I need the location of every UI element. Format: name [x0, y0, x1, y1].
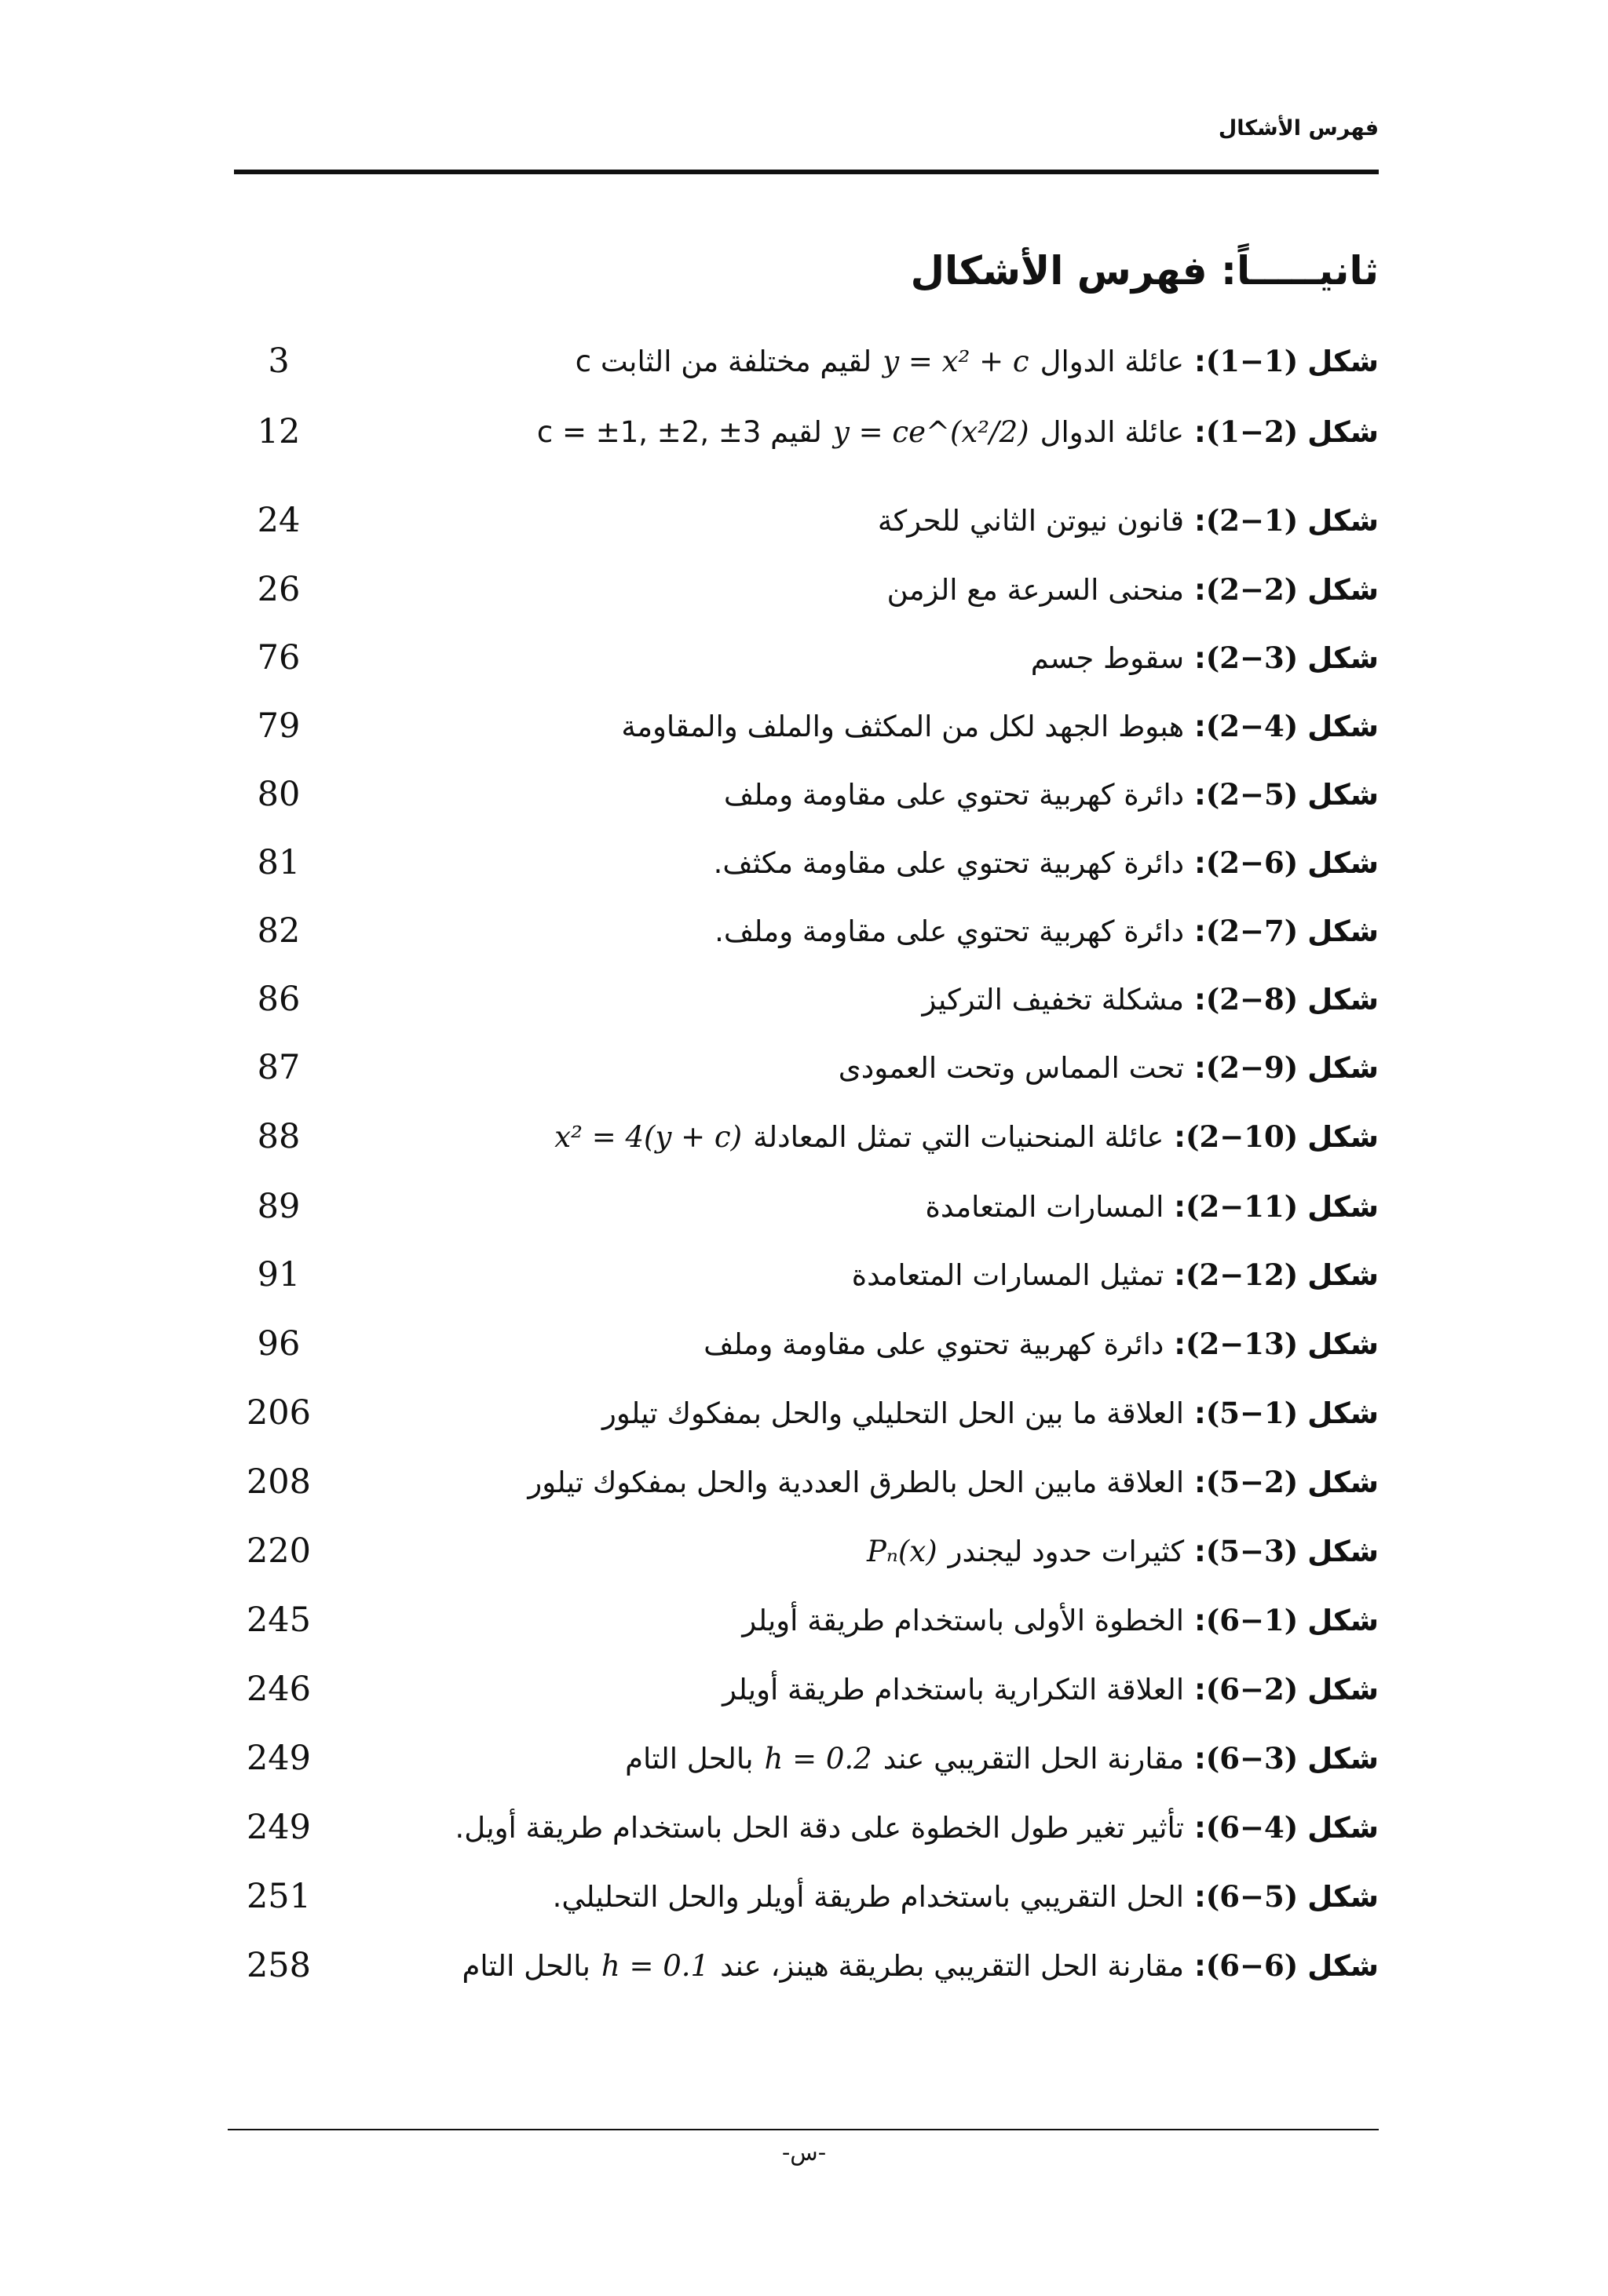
- entry-text: [621, 703, 1379, 750]
- toc-entry: [0, 771, 1608, 834]
- figure-number: (6−5): [1205, 1879, 1299, 1914]
- figure-number: (2−13): [1186, 1327, 1299, 1361]
- figure-caption: هبوط الجهد لكل من المكثف والملف والمقاومة: [621, 710, 1185, 743]
- page-reference: 88: [257, 1117, 301, 1156]
- caption-formula: h = 0.2: [764, 1742, 872, 1776]
- figure-number: (6−3): [1205, 1741, 1299, 1776]
- figure-number: (2−12): [1186, 1258, 1299, 1292]
- separator: :: [1184, 710, 1206, 743]
- separator: :: [1184, 641, 1206, 675]
- caption-formula: y = x² + c: [883, 345, 1029, 378]
- separator: :: [1184, 983, 1206, 1017]
- figure-label: شكل: [1307, 1535, 1379, 1568]
- figure-number: (6−2): [1205, 1672, 1299, 1706]
- entry-text: [462, 1942, 1379, 1990]
- page-reference: 12: [257, 412, 301, 451]
- figure-caption: الخطوة الأولى باستخدام طريقة أويلر: [742, 1604, 1185, 1637]
- page-number: -س-: [781, 2139, 827, 2166]
- header-rule: [234, 170, 1379, 174]
- toc-entry: [0, 1666, 1608, 1728]
- figure-number: (5−2): [1205, 1465, 1299, 1499]
- page-reference: 89: [257, 1187, 301, 1226]
- toc-entry: [0, 839, 1608, 902]
- entry-text: [887, 566, 1379, 614]
- separator: :: [1184, 504, 1206, 538]
- caption-formula: Pₙ(x): [867, 1535, 937, 1568]
- toc-entry: [0, 408, 1608, 471]
- figure-label: شكل: [1307, 1396, 1379, 1430]
- figure-caption: المسارات المتعامدة: [925, 1190, 1164, 1224]
- entry-text: [926, 1183, 1379, 1231]
- figure-number: (2−8): [1205, 982, 1299, 1017]
- entry-text: [878, 497, 1379, 545]
- toc-entry: [0, 1458, 1608, 1521]
- toc-entry: [0, 907, 1608, 970]
- entry-text: [704, 1320, 1379, 1368]
- caption-continuation: لقيم c = ±1, ±2, ±3: [536, 415, 822, 449]
- figure-number: (6−6): [1205, 1948, 1299, 1983]
- separator: :: [1184, 1396, 1206, 1430]
- separator: :: [1184, 778, 1206, 812]
- page-reference: 245: [246, 1601, 312, 1640]
- entry-text: [722, 1666, 1379, 1714]
- separator: :: [1184, 914, 1206, 948]
- figure-number: (2−2): [1205, 572, 1299, 607]
- figure-label: شكل: [1307, 1258, 1379, 1292]
- figure-caption: مشكلة تخفيف التركيز: [922, 983, 1185, 1017]
- figure-label: شكل: [1307, 1811, 1379, 1845]
- entry-text: [724, 771, 1379, 819]
- separator: :: [1184, 1604, 1206, 1637]
- figure-caption: قانون نيوتن الثاني للحركة: [877, 504, 1185, 538]
- entry-text: [839, 1044, 1379, 1092]
- entry-text: [543, 1113, 1379, 1161]
- entry-text: [714, 839, 1379, 887]
- figure-number: (2−6): [1205, 845, 1299, 880]
- page-reference: 96: [257, 1324, 301, 1363]
- figure-number: (2−1): [1205, 503, 1299, 538]
- page-reference: 82: [257, 911, 301, 951]
- figure-label: شكل: [1307, 1673, 1379, 1706]
- figure-caption: مقارنة الحل التقريبي بطريقة هينز، عند: [720, 1949, 1185, 1983]
- figure-label: شكل: [1307, 710, 1379, 743]
- toc-entry: [0, 338, 1608, 400]
- separator: :: [1184, 1673, 1206, 1706]
- figure-label: شكل: [1307, 778, 1379, 812]
- figure-number: (2−4): [1205, 709, 1299, 743]
- separator: :: [1184, 345, 1206, 378]
- figure-caption: تأثير تغير طول الخطوة على دقة الحل باستخدام طريقة أويل.: [455, 1811, 1185, 1845]
- page-reference: 220: [246, 1531, 312, 1571]
- figure-label: شكل: [1307, 1880, 1379, 1914]
- figure-caption: عائلة الدوال: [1040, 415, 1185, 449]
- entry-text: [923, 976, 1379, 1024]
- figure-label: شكل: [1307, 573, 1379, 607]
- entry-text: [528, 1458, 1379, 1506]
- entry-text: [576, 338, 1379, 385]
- figure-number: (6−4): [1205, 1810, 1299, 1845]
- toc-entry: [0, 566, 1608, 629]
- page-reference: 86: [257, 980, 301, 1019]
- separator: :: [1164, 1120, 1186, 1154]
- separator: :: [1184, 1949, 1206, 1983]
- footer-rule: [228, 2129, 1379, 2130]
- toc-entry: [0, 634, 1608, 697]
- page-reference: 246: [246, 1670, 312, 1709]
- figure-caption: عائلة المنحنيات التي تمثل المعادلة: [753, 1120, 1164, 1154]
- page-reference: 24: [257, 501, 301, 540]
- toc-entry: [0, 1804, 1608, 1867]
- figure-caption: العلاقة التكرارية باستخدام طريقة أويلر: [722, 1673, 1185, 1706]
- page-reference: 3: [268, 341, 290, 381]
- caption-continuation: بالحل التام: [462, 1949, 590, 1983]
- toc-entry: [0, 703, 1608, 765]
- entry-text: [852, 1251, 1379, 1299]
- caption-formula: h = 0.1: [601, 1949, 710, 1983]
- page-reference: 251: [246, 1877, 312, 1916]
- toc-entry: [0, 1113, 1608, 1176]
- page-reference: 81: [257, 843, 301, 882]
- toc-entry: [0, 1873, 1608, 1936]
- separator: :: [1164, 1327, 1186, 1361]
- figure-label: شكل: [1307, 1742, 1379, 1776]
- toc-entry: [0, 1320, 1608, 1383]
- figure-caption: العلاقة مابين الحل بالطرق العددية والحل بمفكوك تيلور: [528, 1466, 1185, 1499]
- figure-label: شكل: [1307, 1604, 1379, 1637]
- page-reference: 79: [257, 706, 301, 746]
- figure-caption: العلاقة ما بين الحل التحليلي والحل بمفكوك تيلور: [602, 1396, 1185, 1430]
- figure-caption: عائلة الدوال: [1040, 345, 1185, 378]
- toc-entry: [0, 1044, 1608, 1107]
- page-reference: 208: [246, 1462, 312, 1502]
- separator: :: [1184, 846, 1206, 880]
- entry-text: [625, 1735, 1379, 1783]
- figure-caption: دائرة كهربية تحتوي على مقاومة وملف: [723, 778, 1185, 812]
- figure-number: (2−9): [1205, 1050, 1299, 1085]
- figure-label: شكل: [1307, 415, 1379, 449]
- figure-caption: سقوط جسم: [1030, 641, 1185, 675]
- caption-formula: y = ce^(x²/2): [832, 415, 1029, 449]
- figure-label: شكل: [1307, 914, 1379, 948]
- toc-entry: [0, 976, 1608, 1038]
- caption-formula: x² = 4(y + c): [554, 1120, 743, 1154]
- separator: :: [1184, 1466, 1206, 1499]
- figure-number: (1−1): [1205, 344, 1299, 378]
- figure-number: (1−2): [1205, 414, 1299, 449]
- figure-number: (2−10): [1186, 1119, 1299, 1154]
- figure-number: (5−3): [1205, 1534, 1299, 1568]
- figure-caption: دائرة كهربية تحتوي على مقاومة مكثف.: [713, 846, 1185, 880]
- page-reference: 26: [257, 570, 301, 609]
- entry-text: [714, 907, 1379, 955]
- toc-entry: [0, 1735, 1608, 1798]
- figure-caption: كثيرات حدود ليجندر: [948, 1535, 1185, 1568]
- separator: :: [1184, 415, 1206, 449]
- figure-label: شكل: [1307, 1120, 1379, 1154]
- figure-label: شكل: [1307, 1051, 1379, 1085]
- figure-label: شكل: [1307, 641, 1379, 675]
- page-reference: 249: [246, 1739, 312, 1778]
- figure-caption: تمثيل المسارات المتعامدة: [851, 1258, 1164, 1292]
- page-reference: 91: [257, 1255, 301, 1294]
- figure-caption: الحل التقريبي باستخدام طريقة أويلر والحل التحليلي.: [552, 1880, 1185, 1914]
- page-reference: 80: [257, 775, 301, 814]
- toc-entry: [0, 1942, 1608, 2005]
- entry-text: [537, 408, 1379, 456]
- figure-label: شكل: [1307, 846, 1379, 880]
- separator: :: [1164, 1190, 1186, 1224]
- figure-label: شكل: [1307, 1190, 1379, 1224]
- separator: :: [1184, 1535, 1206, 1568]
- separator: :: [1184, 1880, 1206, 1914]
- figure-label: شكل: [1307, 1466, 1379, 1499]
- page-reference: 258: [246, 1946, 312, 1985]
- toc-entry: [0, 1528, 1608, 1590]
- toc-entry: [0, 1251, 1608, 1314]
- entry-text: [1031, 634, 1379, 682]
- figure-number: (2−3): [1205, 641, 1299, 675]
- entry-text: [602, 1389, 1379, 1437]
- separator: :: [1184, 573, 1206, 607]
- section-title: ثانيـــــاً: فهرس الأشكال: [910, 248, 1379, 294]
- figure-caption: منحنى السرعة مع الزمن: [886, 573, 1185, 607]
- figure-caption: دائرة كهربية تحتوي على مقاومة وملف.: [714, 914, 1185, 948]
- figure-caption: دائرة كهربية تحتوي على مقاومة وملف: [704, 1327, 1164, 1361]
- entry-text: [553, 1873, 1379, 1921]
- separator: :: [1184, 1811, 1206, 1845]
- figure-number: (5−1): [1205, 1396, 1299, 1430]
- toc-entry: [0, 1597, 1608, 1659]
- toc-entry: [0, 1183, 1608, 1246]
- page-reference: 87: [257, 1048, 301, 1087]
- figure-number: (2−11): [1186, 1189, 1299, 1224]
- figure-caption: تحت المماس وتحت العمودى: [838, 1051, 1185, 1085]
- caption-continuation: لقيم مختلفة من الثابت c: [575, 345, 872, 378]
- figure-number: (6−1): [1205, 1603, 1299, 1637]
- caption-continuation: بالحل التام: [625, 1742, 754, 1776]
- separator: :: [1184, 1051, 1206, 1085]
- entry-text: [742, 1597, 1379, 1644]
- entry-text: [455, 1804, 1379, 1852]
- figure-label: شكل: [1307, 1327, 1379, 1361]
- page-reference: 249: [246, 1808, 312, 1847]
- separator: :: [1184, 1742, 1206, 1776]
- toc-entry: [0, 497, 1608, 560]
- separator: :: [1164, 1258, 1186, 1292]
- figure-label: شكل: [1307, 504, 1379, 538]
- figure-label: شكل: [1307, 983, 1379, 1017]
- figure-number: (2−7): [1205, 914, 1299, 948]
- figure-label: شكل: [1307, 1949, 1379, 1983]
- page-reference: 76: [257, 638, 301, 677]
- page-reference: 206: [246, 1393, 312, 1433]
- toc-entry: [0, 1389, 1608, 1452]
- running-header: فهرس الأشكال: [1218, 116, 1379, 141]
- figure-label: شكل: [1307, 345, 1379, 378]
- figure-number: (2−5): [1205, 777, 1299, 812]
- figure-caption: مقارنة الحل التقريبي عند: [883, 1742, 1185, 1776]
- entry-text: [856, 1528, 1379, 1575]
